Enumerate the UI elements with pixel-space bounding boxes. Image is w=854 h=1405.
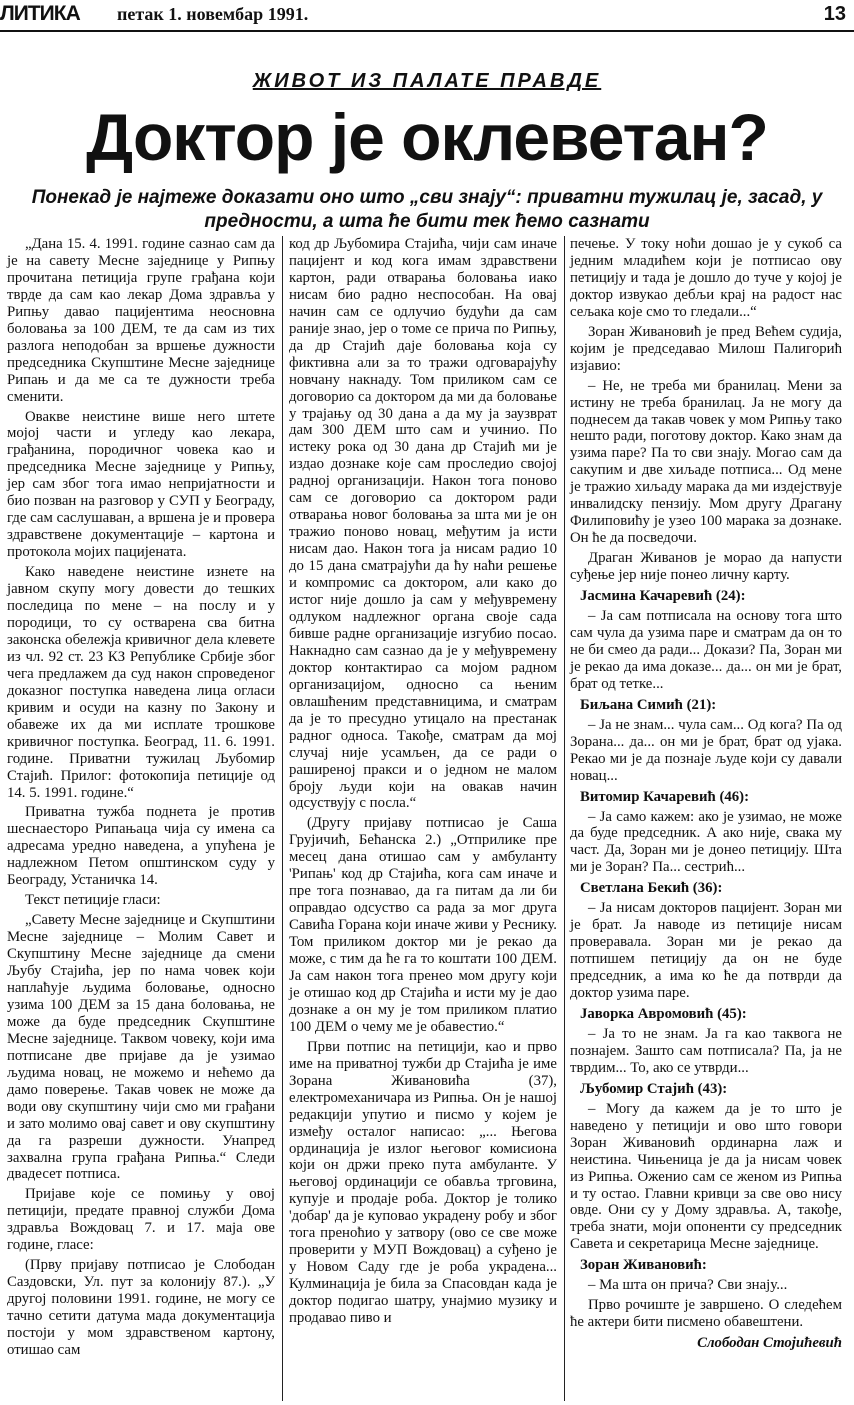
witness-name: Витомир Качаревић (46):: [580, 788, 750, 805]
article-column-2: [289, 236, 557, 1330]
witness-name: Јаворка Авромовић (45):: [580, 1005, 747, 1022]
paragraph: Пријаве које се помињу у овој петицији, предате правној служби Дома здравља Вождовац 7. и 17. маја ове године, гласе:: [7, 1186, 275, 1254]
column-rule: [564, 236, 565, 1401]
quote: – Ја сам потписала на основу тога што сам чула да узима паре и сматрам да он то не би смео да ради... Докази? Па, Зоран ми је рекао да има доказе... да... он ми је брат, брат од тетке...: [570, 608, 842, 692]
witness-name: Љубомир Стајић (43):: [580, 1080, 728, 1097]
newspaper-name: ЛИТИКА: [0, 2, 80, 25]
paragraph: Како наведене неистине изнете на јавном скупу могу довести до тешких последица по мене – на послу и у породици, то су остварена сва битна законска обележја кривичног дела клевете из чл. 92 ст. 23 КЗ Републике Србије због чега предлажем да суд након спроведеног доказног поступка наведена лица огласи кривим и осуди на казну по Закону и обавеже их да ми исплате трошкове кривичног поступка. Београд, 11. 6. 1991. године. Приватни тужилац Љубомир Стајић. Прилог: фотокопија петиције од 14. 5. 1991. године.“: [7, 564, 275, 801]
page-number: 13: [823, 3, 846, 25]
paragraph: Овакве неистине више него штете мојој части и угледу као лекара, грађанина, породичног човека као и председника Месне заједнице у Рипњу, јер сам због тога имао непријатности и био позван на разговор у СУП у Београду, где сам саслушаван, а вршена је и провера здравствене документације – картона и протокола мојих пацијената.: [7, 408, 275, 561]
quote: – Могу да кажем да је то што је наведено у петицији и ово што говори Зоран Живановић ординарна лаж и неистина. Чињеница је да ја нисам човек из Рипња. Оженио сам се женом из Рипња и ту остао. Главни кривци за све ово нису овде. Они су у Дому здравља. А, такође, треба знати, моји опоненти су председник Савета и секретарица Месне заједнице.: [570, 1100, 842, 1253]
issue-date: петак 1. новембар 1991.: [117, 4, 309, 24]
paragraph: Драган Живанов је морао да напусти суђење јер није понео личну карту.: [570, 550, 842, 584]
paragraph: (Другу пријаву потписао је Саша Грујичић, Бећанска 2.) „Отприлике пре месец дана отишао сам у амбуланту 'Рипањ' код др Стајића, кога сам иначе и пре тога познавао, да га питам да ли би оправдао одсуство са рада за мог друга Савића Горана који иначе живи у Реснику. Том приликом доктор ми је рекао да може, с тим да ће га то коштати 100 ДЕМ. Ја сам након тога пренео мом другу који је отишао код др Стајића и исти му је дао дознаке а он му је том приликом платио 100 ДЕМ о чему ме је обавестио.“: [289, 815, 557, 1035]
paragraph: Текст петиције гласи:: [25, 892, 161, 909]
paragraph: (Прву пријаву потписао је Слободан Саздовски, Ул. пут за колонију 87.). „У другој половини 1991. године, не могу се тачно сетити датума мада документација постоји у мом здравственом картону, отишао сам: [7, 1257, 275, 1358]
paragraph: печење. У току ноћи дошао је у сукоб са једним младићем који је потписао ову петицију и тада је дошло до туче у којој је доктор извукао дебљи крај на радост нас сељака које смо то гледали...“: [570, 236, 842, 320]
article-column-1: [7, 236, 275, 1362]
witness-name: Зоран Живановић:: [580, 1257, 707, 1274]
paragraph: „Дана 15. 4. 1991. године сазнао сам да је на савету Месне заједнице у Рипњу прочитана петиција групе грађана који тврде да сам као лекар Дома здравља у Рипњу давао пацијентима неосновна боловања за 100 ДЕМ, те да сам из тих разлога неподобан за вршење дужности председника Скупштине Месне заједнице Рипањ и да ме са те дужности треба сменити.: [7, 236, 275, 405]
paragraph: Прво рочиште је завршено. О следећем ће актери бити писмено обавештени.: [570, 1297, 842, 1331]
column-rule: [282, 236, 283, 1401]
quote: – Ма шта он прича? Сви знају...: [588, 1277, 788, 1294]
article-headline: Доктор је оклеветан?: [86, 100, 768, 174]
section-kicker: ЖИВОТ ИЗ ПАЛАТЕ ПРАВДЕ: [252, 70, 602, 92]
quote: – Ја то не знам. Ја га као таквога не познајем. Зашто сам потписала? Па, ја не тврдим... То, ако се утврди...: [570, 1025, 842, 1076]
paragraph: Приватна тужба поднета је против шеснаесторо Рипањаца чија су имена са адресама уредно наведена, а упућена је надлежном Петом општинском суду у Београду, Устаничка 14.: [7, 804, 275, 889]
paragraph: Зоран Живановић је пред Већем судија, којим је председавао Милош Палигорић изјавио:: [570, 323, 842, 374]
witness-name: Биљана Симић (21):: [580, 696, 717, 713]
article-column-3: [570, 236, 842, 1355]
quote: – Ја само кажем: ако је узимао, не може да буде председник. А ако није, свака му част. Да, Зоран ми је донео петицију. Шта ми је Зоран? Па... сестрић...: [570, 808, 842, 876]
author-signature: Слободан Стојићевић: [697, 1335, 842, 1352]
quote: – Ја нисам докторов пацијент. Зоран ми је брат. Ја наводе из петиције нисам проверавала. Зоран ми је рекао да потпишем петицију да он не буде председник, а има ко ће да потврди да доктор узима паре.: [570, 900, 842, 1002]
witness-name: Јасмина Качаревић (24):: [580, 588, 746, 605]
quote: – Не, не треба ми бранилац. Мени за истину не треба бранилац. Ја не могу да поднесем да такав човек у мом Рипњу тако нешто ради, поготову доктор. Како знам да узима паре? Па то сви знају. Могао сам да сакупим и две хиљаде потписа... Од мене је тражио хиљаду марака да ми издејствује инвалидску пензију. Мом другу Драгану Филиповићу је узео 100 марака за дознаке. Он ће да посведочи.: [570, 377, 842, 547]
paragraph: „Савету Месне заједнице и Скупштини Месне заједнице – Молим Савет и Скупштину Месне заједнице да смени Љубу Стајића, јер по нама човек који наплаћује људима боловање, односно узима 100 ДЕМ за 15 дана боловања, не може да буде председник Скупштине Месне заједнице. Таквом човеку, који има потписане две пријаве да је узимао људима новац, не можемо и нећемо да дамо поверење. Такав човек не може да води ову скупштину чији смо ми грађани и зато молимо овај савет и ову скупштину да га разреши дужности. Унапред захвална група грађана Рипња.“ Следи двадесет потписа.: [7, 912, 275, 1183]
quote: – Ја не знам... чула сам... Од кога? Па од Зорана... да... он ми је брат, брат од ујака. Рекао ми је да познаје људе који су давали новац...: [570, 716, 842, 784]
masthead: [0, 0, 854, 32]
witness-name: Светлана Бекић (36):: [580, 880, 723, 897]
paragraph: Први потпис на петицији, као и прво име на приватној тужби др Стајића је име Зорана Живановића (37), електромеханичара из Рипња. Он је нашој редакцији упутио и писмо у којем је између осталог написао: „... Његова ординација је излог његовог комисиона који он држи преко пута амбуланте. У његовој ординацији се обавља трговина, купује и продаје роба. Доктор је толико 'добар' да је куповао украдену робу и због тога пренoћио у затвору (ово се све може проверити у МУП Вождовац) а суђено је у Новом Саду где је роба украдена... Кулминација је била за Спасовдан када је доктор подигао шатру, унајмио музику и продавао пиво и: [289, 1038, 557, 1327]
paragraph: код др Љубомира Стајића, чији сам иначе пацијент и код кога имам здравствени картон, ради отварања боловања иако нисам био радно неспособан. На овај начин сам се одлучио будући да сам раније знао, јер о томе се прича по Рипњу, да др Стајић даје боловања која су фиктивна али за то тражи одговарајућу новчану накнаду. Том приликом сам се договорио са доктором да ми да боловање у трајању од 30 дана а да му ја заузврат дам 300 ДЕМ што сам и учинио. По истеку рока од 30 дана др Стајић ми је издао дознаке које сам проследио својој радној организацији. Након тога поново сам се договорио са доктором ради отварања новог боловања за шта ми је он тражио поново новац, међутим ја исти нисам дао. Након тога ја нисам радио 10 до 15 дана сматрајући да ћу наћи решење и компромис са доктором, али како до истог није дошло ја сам у међувремену одлуком надлежног органа своје сада бивше радне организације изгубио посао. Накнадно сам сазнао да је у међувремену доктор контактирао са мојом радном организацијом, односно са њеним овлашћеним представницима, и сматрам да је то пресудно утицало на престанак радног односа. Такође, сматрам да мој случај није усамљен, да се ради о раширеној пракси и о једном не малом броју људи који на овакав начин одсуствују с посла.“: [289, 236, 557, 812]
article-subheadline: Понекад је најтеже доказати оно што „сви знају“: приватни тужилац је, засад, у предности, а шта ће бити тек ћемо сазнати: [31, 187, 823, 232]
